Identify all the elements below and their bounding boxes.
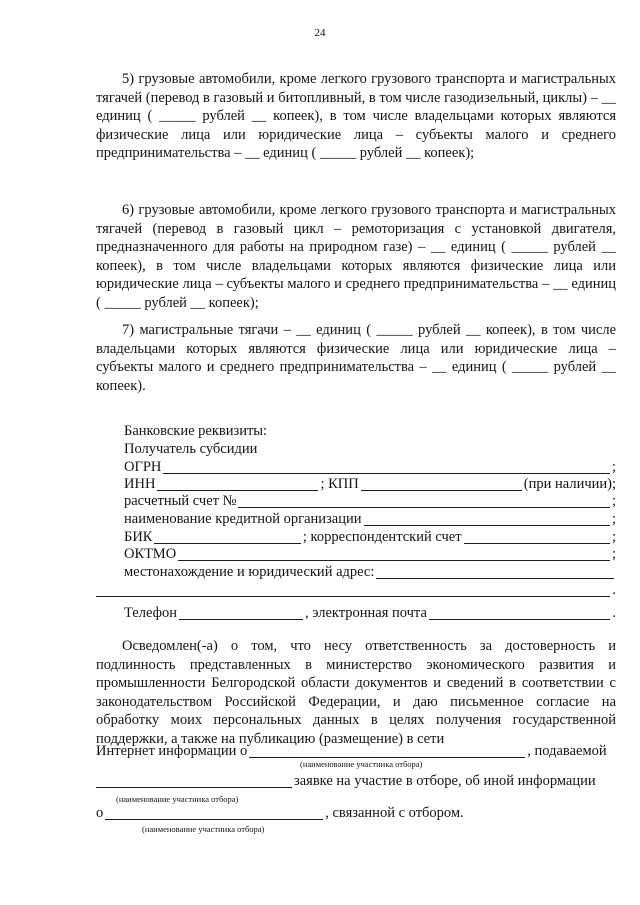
account-field[interactable] bbox=[238, 507, 610, 508]
participant-name-caption-3: (наименование участника отбора) bbox=[142, 824, 265, 834]
participant-name-field-2[interactable] bbox=[96, 787, 292, 788]
oktmo-label: ОКТМО bbox=[124, 546, 177, 562]
account-label: расчетный счет № bbox=[124, 493, 237, 509]
participant-name-field-1[interactable] bbox=[249, 757, 525, 758]
address-row-continued: . bbox=[96, 580, 616, 600]
ogrn-row: ОГРН ; bbox=[124, 459, 616, 475]
phone-label: Телефон bbox=[124, 605, 177, 621]
bank-details-heading: Банковские реквизиты: bbox=[124, 423, 268, 439]
phone-field[interactable] bbox=[179, 619, 303, 620]
inn-label: ИНН bbox=[124, 476, 156, 492]
email-field[interactable] bbox=[429, 619, 610, 620]
consent-line-2: заявке на участие в отборе, об иной информации bbox=[96, 771, 616, 791]
oktmo-field[interactable] bbox=[178, 560, 610, 561]
account-row: расчетный счет № ; bbox=[124, 493, 616, 509]
consent-line-1: Интернет информации о , подаваемой bbox=[96, 743, 607, 759]
credit-org-field[interactable] bbox=[364, 525, 610, 526]
participant-name-field-3[interactable] bbox=[105, 819, 323, 820]
consent-paragraph: Осведомлен(-а) о том, что несу ответственность за достоверность и подлинность представленных в министерство экономического развития и промышленности Белгородской области документов и сведений в соответствии с законодательством Российской Федерации, и даю письменное согласие на обработку моих персональных данных в целях получения государственной поддержки, а также на публикацию (размещение) в сети bbox=[96, 638, 616, 747]
credit-org-row: наименование кредитной организации ; bbox=[124, 511, 616, 527]
item-7-paragraph: 7) магистральные тягачи – __ единиц ( _____ рублей __ копеек), в том числе владельцами которых являются физические лица или юридические лица – субъекты малого и среднего предпринимательства – __ единиц ( _____ рублей __ копеек). bbox=[96, 322, 616, 394]
address-field[interactable] bbox=[376, 578, 614, 579]
participant-name-caption-2: (наименование участника отбора) bbox=[116, 794, 239, 804]
address-label: местонахождение и юридический адрес: bbox=[124, 564, 375, 580]
email-label: , электронная почта bbox=[305, 605, 427, 621]
consent-line-3: о , связанной с отбором. bbox=[96, 805, 464, 821]
corr-account-label: ; корреспондентский счет bbox=[302, 529, 462, 545]
contacts-row: Телефон , электронная почта . bbox=[124, 605, 616, 621]
kpp-label: ; КПП bbox=[320, 476, 359, 492]
page-number: 24 bbox=[314, 27, 326, 39]
if-any-note: (при наличии); bbox=[523, 476, 617, 492]
bik-row: БИК ; корреспондентский счет ; bbox=[124, 529, 616, 545]
address-field-continued[interactable] bbox=[96, 596, 610, 597]
participant-name-caption-1: (наименование участника отбора) bbox=[300, 759, 423, 769]
address-row bbox=[124, 562, 616, 582]
ogrn-label: ОГРН bbox=[124, 459, 162, 475]
recipient-label: Получатель субсидии bbox=[124, 441, 258, 457]
credit-org-label: наименование кредитной организации bbox=[124, 511, 362, 527]
item-5-paragraph: 5) грузовые автомобили, кроме легкого грузового транспорта и магистральных тягачей (перевод в газовый и битопливный, в том числе газодизельный, циклы) – __ единиц ( _____ рублей __ копеек), в том числе владельцами которых являются физические лица или юридические лица – субъекты малого и среднего предпринимательства – __ единиц ( _____ рублей __ копеек); bbox=[96, 71, 616, 162]
bik-label: БИК bbox=[124, 529, 153, 545]
item-6-paragraph: 6) грузовые автомобили, кроме легкого грузового транспорта и магистральных тягачей (перевод в газовый цикл – ремоторизация с установкой двигателя, предназначенного для работы на природном газе) – __ единиц ( _____ рублей __ копеек), в том числе владельцами которых являются физические лица или юридические лица – субъекты малого и среднего предпринимательства – __ единиц ( _____ рублей __ копеек); bbox=[96, 202, 616, 311]
oktmo-row: ОКТМО ; bbox=[124, 546, 616, 562]
